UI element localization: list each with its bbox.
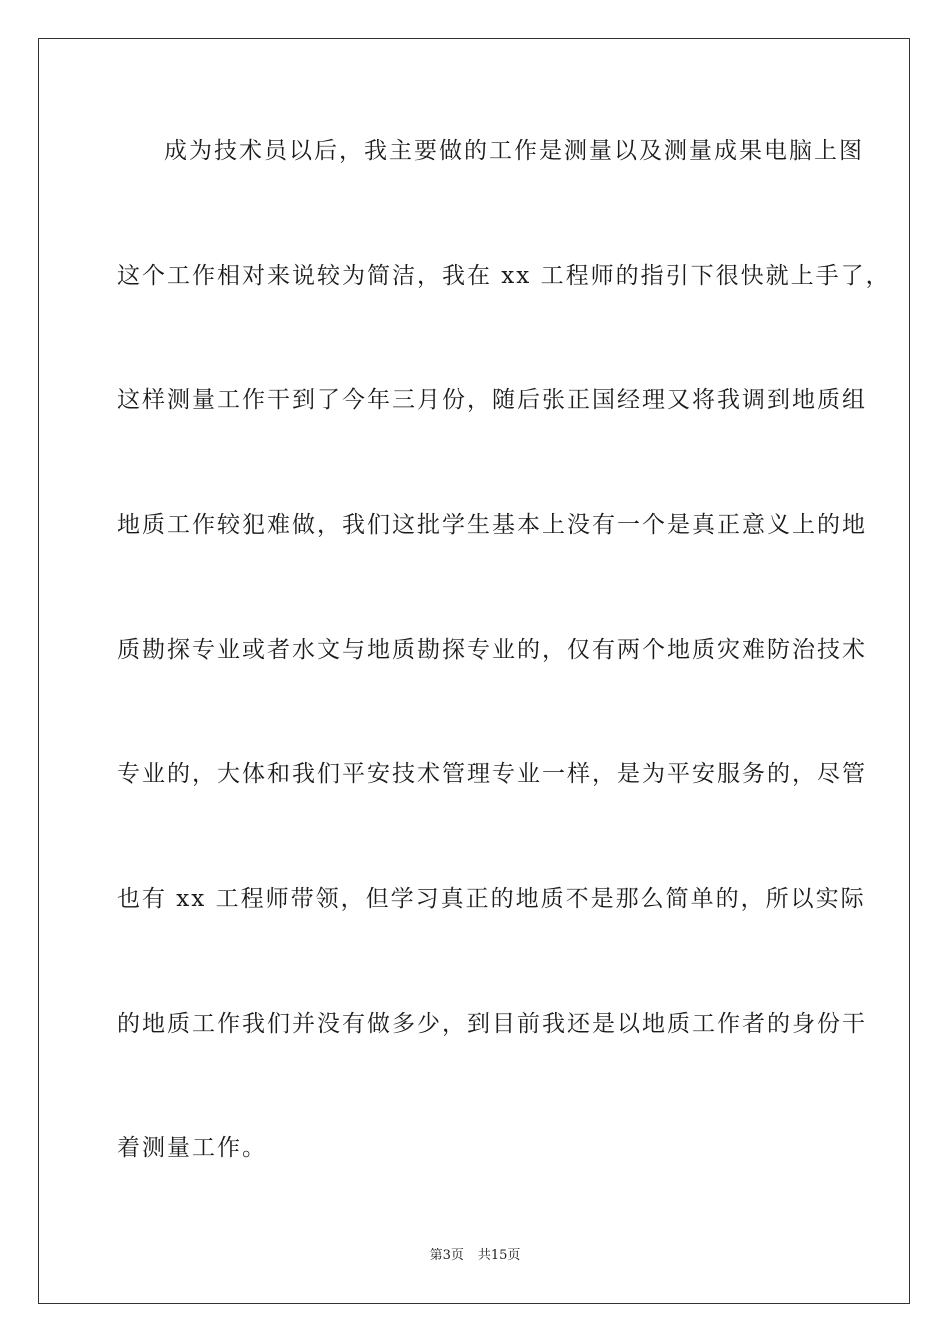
paragraph-line-1: 成为技术员以后，我主要做的工作是测量以及测量成果电脑上图 bbox=[164, 138, 864, 164]
paragraph-line-3: 这样测量工作干到了今年三月份，随后张正国经理又将我调到地质组 bbox=[117, 387, 867, 413]
page-border bbox=[38, 38, 910, 1304]
paragraph-line-7: 也有 xx 工程师带领，但学习真正的地质不是那么简单的，所以实际 bbox=[117, 886, 866, 912]
page-footer bbox=[0, 1247, 950, 1265]
total-page-count: 共15页 bbox=[477, 1248, 521, 1263]
paragraph-line-8: 的地质工作我们并没有做多少，到目前我还是以地质工作者的身份干 bbox=[117, 1011, 867, 1037]
paragraph-line-6: 专业的，大体和我们平安技术管理专业一样，是为平安服务的，尽管 bbox=[117, 761, 867, 787]
paragraph-line-5: 质勘探专业或者水文与地质勘探专业的，仅有两个地质灾难防治技术 bbox=[117, 637, 867, 663]
current-page-number: 第3页 bbox=[429, 1248, 464, 1263]
paragraph-line-4: 地质工作较犯难做，我们这批学生基本上没有一个是真正意义上的地 bbox=[117, 512, 867, 538]
paragraph-line-2: 这个工作相对来说较为简洁，我在 xx 工程师的指引下很快就上手了， bbox=[117, 263, 891, 289]
paragraph-line-9: 着测量工作。 bbox=[117, 1135, 267, 1161]
